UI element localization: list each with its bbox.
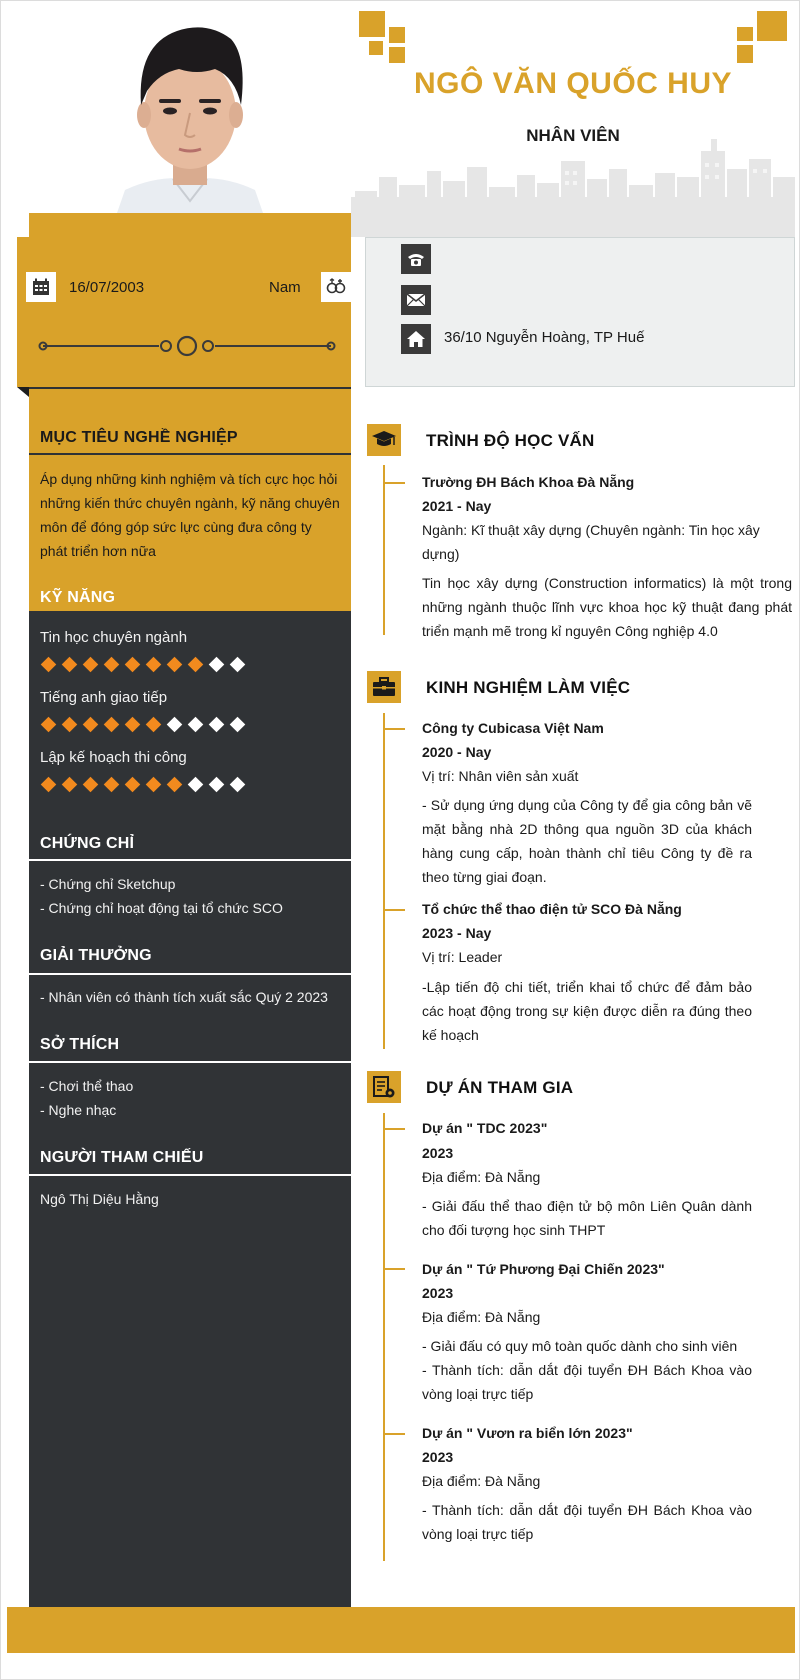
date-of-birth: 16/07/2003 [69,279,145,296]
personal-info-band [17,237,351,387]
skill-diamond-filled [123,775,141,793]
project-year-2: 2023 [422,1285,454,1301]
project-location-1: Địa điểm: Đà Nẵng [422,1169,541,1185]
hobby-item-1: - Chơi thể thao [40,1078,134,1094]
footer-bar [7,1607,795,1653]
skill-diamond-filled [144,655,162,673]
skill-diamond-empty [228,715,246,733]
project-location-2: Địa điểm: Đà Nẵng [422,1309,541,1325]
experience-heading: KINH NGHIỆM LÀM VIỆC [426,678,631,697]
references-heading: NGƯỜI THAM CHIẾU [40,1149,204,1166]
briefcase-icon [367,671,401,703]
ribbon-fold [17,387,29,397]
skill-diamond-empty [207,655,225,673]
project-line-2-2: - Thành tích: dẫn dắt đội tuyển ĐH Bách Khoa vào vòng loại trực tiếp [422,1362,752,1402]
hobbies-heading: SỞ THÍCH [40,1036,120,1053]
objective-heading: MỤC TIÊU NGHỀ NGHIỆP [40,429,238,446]
header-area [351,1,795,237]
award-item-1: - Nhân viên có thành tích xuất sắc Quý 2 2023 [40,989,328,1005]
calendar-icon [26,272,56,302]
projects-heading: DỰ ÁN THAM GIA [426,1078,574,1097]
skill-diamond-filled [81,715,99,733]
address-value: 36/10 Nguyễn Hoàng, TP Huế [444,329,645,346]
awards-rule [29,973,351,975]
skill-diamond-filled [39,655,57,673]
references-rule [29,1174,351,1176]
education-timeline [383,465,385,635]
skill-diamond-empty [228,655,246,673]
timeline-tick [385,1433,405,1435]
skill-diamond-empty [165,715,183,733]
divider-ornament [37,333,337,359]
reference-item-1: Ngô Thị Diệu Hằng [40,1191,159,1207]
skill-diamond-empty [186,775,204,793]
project-year-1: 2023 [422,1145,454,1161]
skill-diamond-filled [81,655,99,673]
skill-diamond-filled [60,775,78,793]
candidate-name: NGÔ VĂN QUỐC HUY [413,67,733,100]
skill-diamond-filled [123,655,141,673]
certificates-rule [29,859,351,861]
hobbies-rule [29,1061,351,1063]
education-school: Trường ĐH Bách Khoa Đà Nẵng [422,474,635,490]
skill-rating-2 [39,715,246,733]
experience-position-1: Vị trí: Nhân viên sản xuất [422,768,579,784]
project-name-2: Dự án " Tứ Phương Đại Chiến 2023" [422,1261,665,1277]
skill-diamond-filled [165,775,183,793]
project-name-3: Dự án " Vươn ra biển lớn 2023" [422,1425,633,1441]
awards-heading: GIẢI THƯỞNG [40,947,152,964]
skill-label-1: Tin học chuyên ngành [40,629,188,646]
skill-diamond-empty [228,775,246,793]
hobby-item-2: - Nghe nhạc [40,1102,117,1118]
timeline-tick [385,482,405,484]
skill-diamond-filled [39,715,57,733]
timeline-tick [385,728,405,730]
project-line-3-1: - Thành tích: dẫn dắt đội tuyển ĐH Bách Khoa vào vòng loại trực tiếp [422,1502,752,1542]
home-icon [401,324,431,354]
skill-diamond-empty [207,775,225,793]
email-icon [401,285,431,315]
phone-icon [401,244,431,274]
photo-underline-strip [29,213,351,237]
experience-description-2: -Lập tiến độ chi tiết, triển khai tổ chức để đảm bảo các hoạt động trong sự kiện được diễn ra đúng theo kế hoạch [422,979,752,1043]
skill-label-2: Tiếng anh giao tiếp [40,689,168,706]
objective-rule [29,453,351,455]
graduation-cap-icon [367,424,401,456]
project-document-icon [367,1071,401,1103]
education-major: Ngành: Kĩ thuật xây dựng (Chuyên ngành: Tin học xây dựng) [422,522,760,562]
project-line-2-1: - Giải đấu có quy mô toàn quốc dành cho sinh viên [422,1338,738,1354]
skills-heading: KỸ NĂNG [40,589,116,606]
education-description: Tin học xây dựng (Construction informatics) là một trong những ngành thuộc lĩnh vực khoa học kỹ thuật đang phát triển mạnh mẽ trong kỉ nguyên Công nghiệp 4.0 [422,575,792,639]
project-location-3: Địa điểm: Đà Nẵng [422,1473,541,1489]
skill-diamond-filled [39,775,57,793]
timeline-tick [385,1128,405,1130]
project-year-3: 2023 [422,1449,454,1465]
skill-diamond-filled [60,655,78,673]
timeline-tick [385,909,405,911]
skill-diamond-filled [165,655,183,673]
skill-diamond-filled [144,775,162,793]
avatar [107,5,273,213]
candidate-title: NHÂN VIÊN [526,126,620,145]
skill-diamond-filled [102,655,120,673]
photo-area [29,1,351,213]
skill-diamond-empty [186,715,204,733]
projects-timeline [383,1113,385,1561]
project-name-1: Dự án " TDC 2023" [422,1120,548,1136]
experience-company-1: Công ty Cubicasa Việt Nam [422,720,604,736]
timeline-tick [385,1268,405,1270]
skill-rating-1 [39,655,246,673]
certificate-item-2: - Chứng chỉ hoạt động tại tổ chức SCO [40,900,283,916]
project-line-1-1: - Giải đấu thể thao điện tử bộ môn Liên Quân dành cho đối tượng học sinh THPT [422,1198,752,1238]
city-skyline-graphic [351,1,795,237]
certificates-heading: CHỨNG CHỈ [40,835,135,852]
skill-diamond-filled [60,715,78,733]
experience-company-2: Tổ chức thể thao điện tử SCO Đà Nẵng [422,901,682,917]
skill-diamond-filled [144,715,162,733]
experience-description-1: - Sử dụng ứng dụng của Công ty để gia công bản vẽ mặt bằng nhà 2D thông qua nguồn 3D của khách hàng cung cấp, hoàn thành chỉ tiêu Công ty đề ra theo từng giai đoạn. [422,797,752,885]
skill-diamond-filled [102,775,120,793]
objective-text: Áp dụng những kinh nghiệm và tích cực học hỏi những kiến thức chuyên ngành, kỹ năng chuyên môn để đóng góp sức lực cùng đưa công ty phát triển hơn nữa [40,471,340,559]
education-period: 2021 - Nay [422,498,492,514]
skill-label-3: Lập kế hoạch thi công [40,749,187,766]
experience-position-2: Vị trí: Leader [422,949,503,965]
experience-period-2: 2023 - Nay [422,925,492,941]
skill-diamond-filled [81,775,99,793]
certificate-item-1: - Chứng chỉ Sketchup [40,876,176,892]
experience-timeline [383,713,385,1049]
skill-rating-3 [39,775,246,793]
education-heading: TRÌNH ĐỘ HỌC VẤN [426,431,595,450]
skill-diamond-filled [186,655,204,673]
gender-icon [321,272,351,302]
skill-diamond-filled [102,715,120,733]
gender: Nam [269,279,301,296]
skill-diamond-empty [207,715,225,733]
skill-diamond-filled [123,715,141,733]
experience-period-1: 2020 - Nay [422,744,492,760]
